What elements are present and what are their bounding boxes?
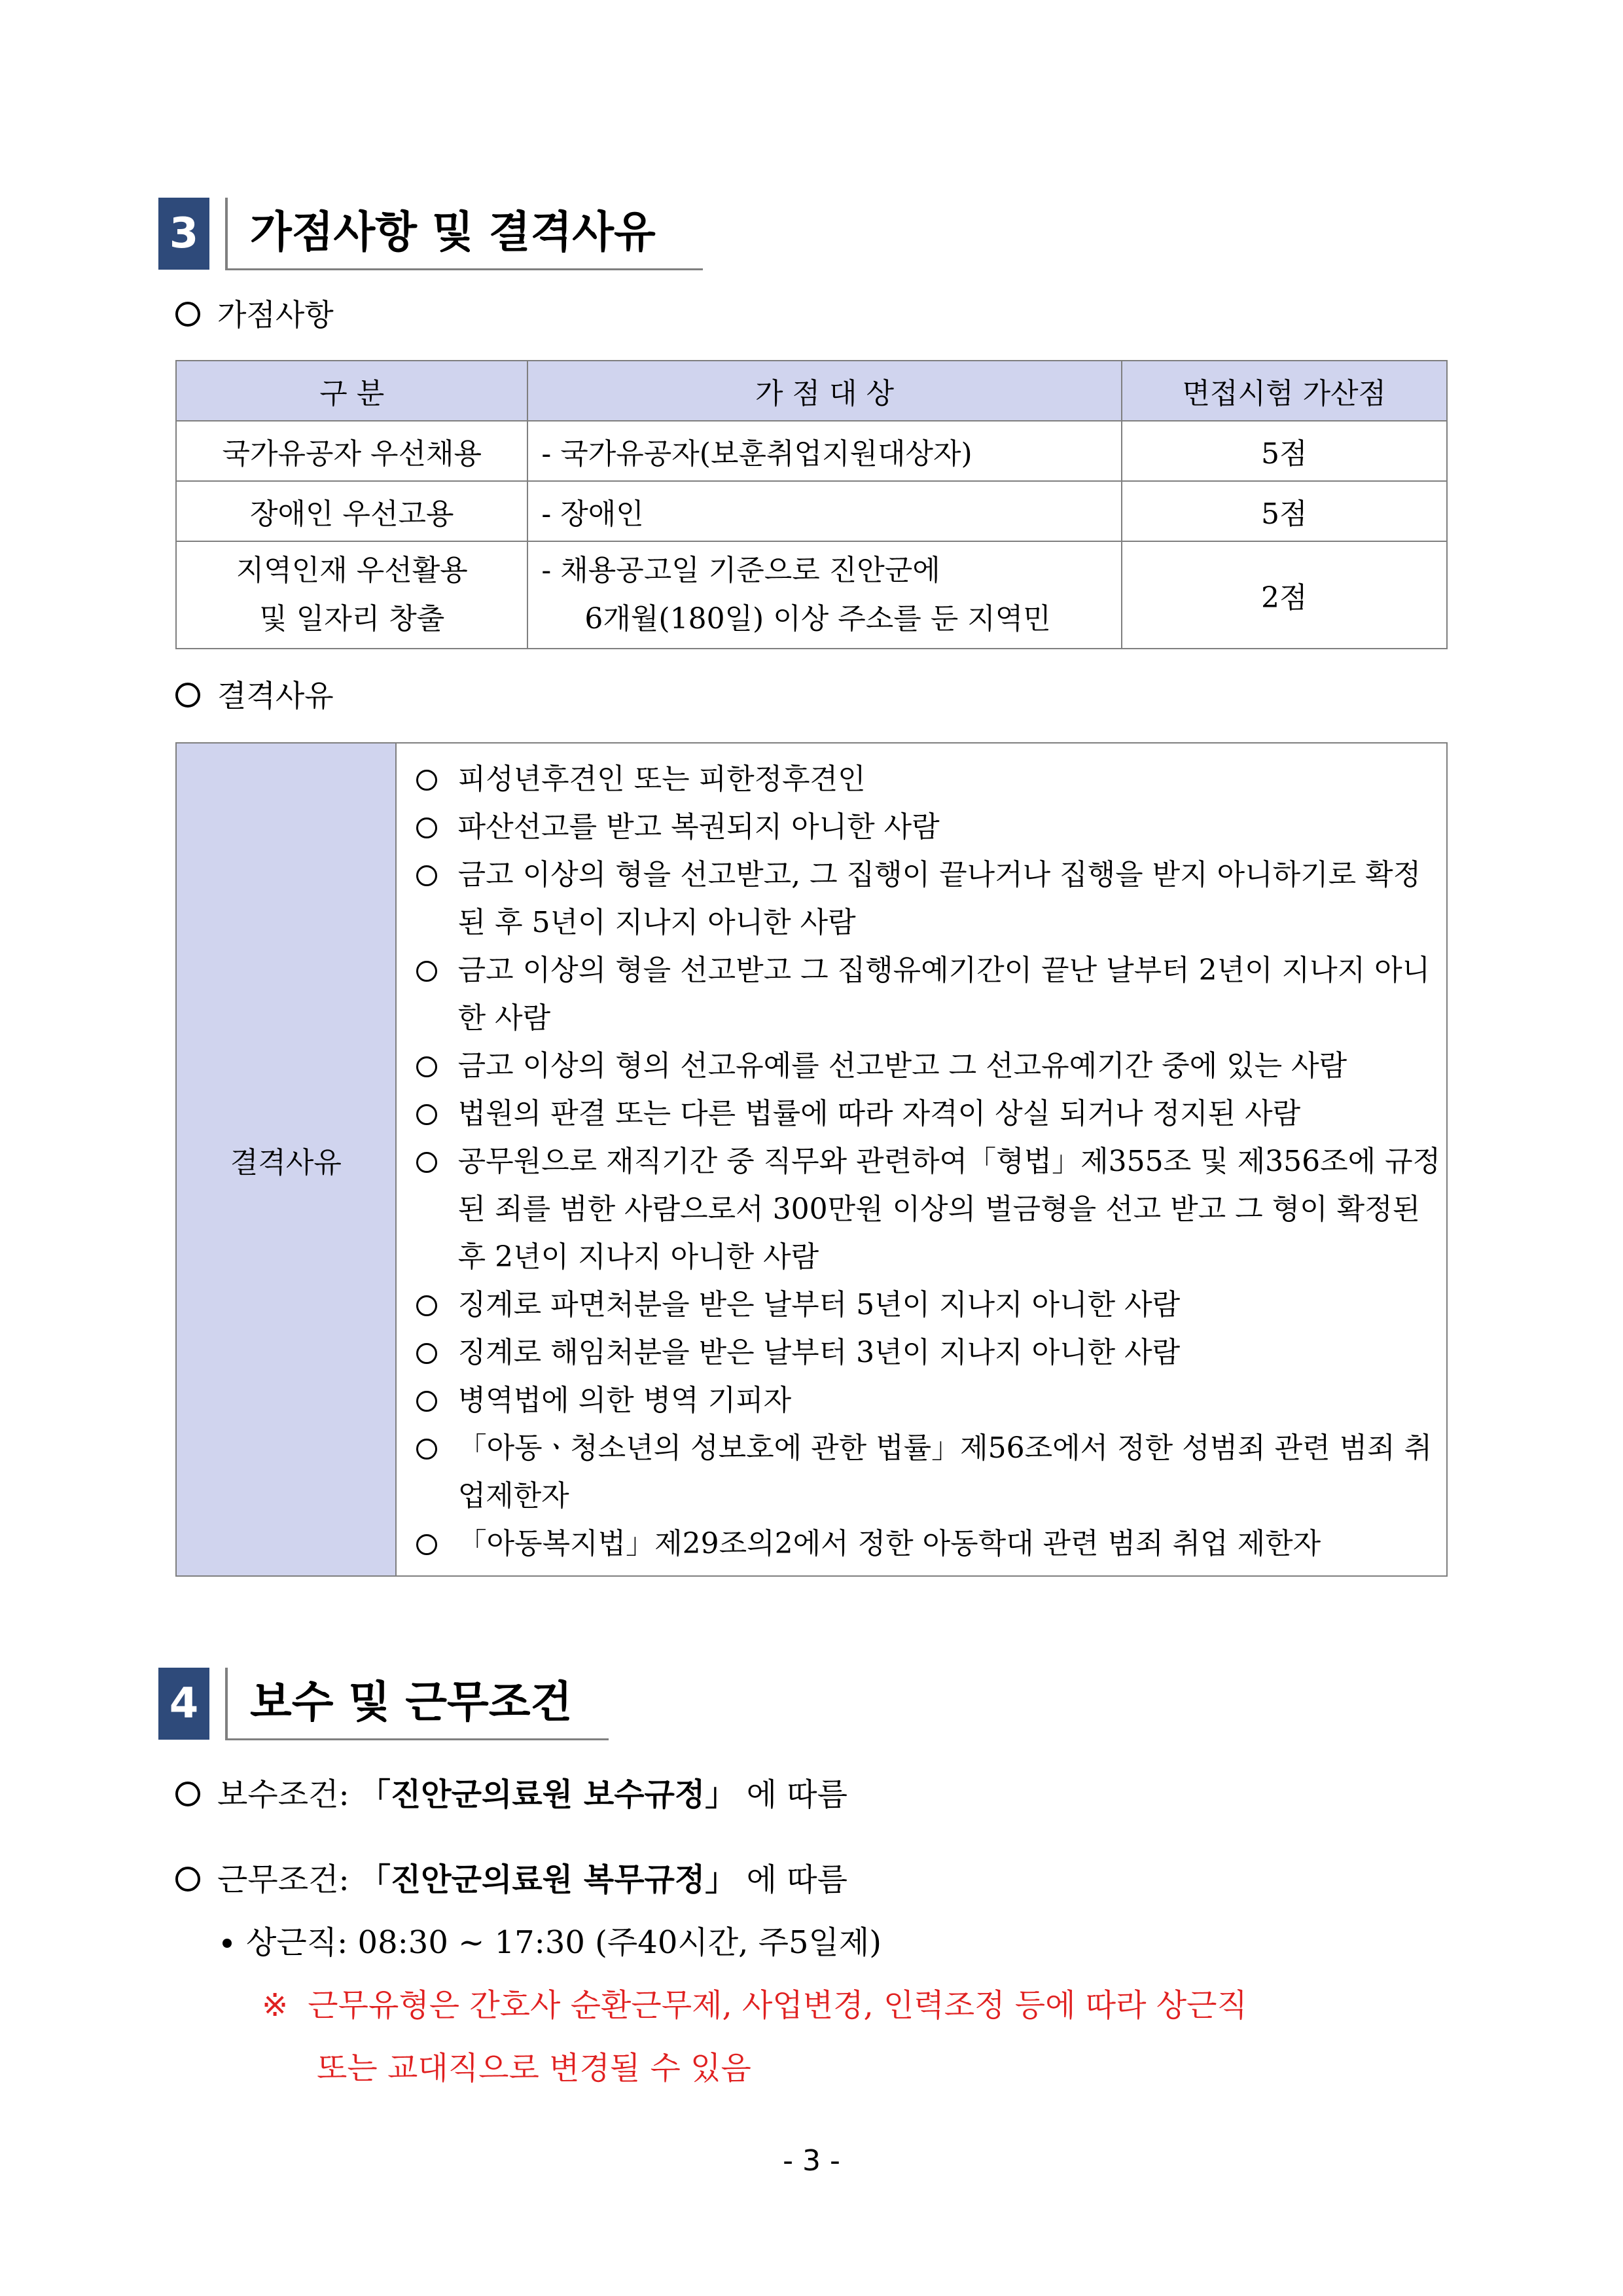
list-item-text: 피성년후견인 또는 피한정후견인 [457,762,866,796]
work-rule: 「진안군의료원 복무규정」 [359,1861,737,1898]
hollow-circle-bullet-icon [416,1534,437,1555]
hollow-circle-bullet-icon [416,1295,437,1316]
hollow-circle-bullet-icon [416,865,437,886]
list-item [416,1138,1446,1281]
work-condition-suffix: 에 따름 [736,1861,847,1898]
hollow-circle-bullet-icon [175,302,200,327]
row-points: 2점 [1122,541,1447,649]
header-category: 구 분 [176,361,527,421]
row-category [176,541,527,649]
pay-condition [175,1776,847,1813]
work-condition [175,1861,847,1898]
section-4-underline [225,1738,609,1740]
list-item-text: 병역법에 의한 병역 기피자 [457,1384,792,1417]
table-row [176,743,1447,1576]
bonus-table-header-row [176,361,1447,421]
list-item-text: 징계로 파면처분을 받은 날부터 5년이 지나지 아니한 사람 [457,1288,1181,1321]
list-item-text: 「아동복지법」제29조의2에서 정한 아동학대 관련 범죄 취업 제한자 [457,1527,1321,1560]
hollow-circle-bullet-icon [175,683,200,708]
work-type-note-line2: 또는 교대직으로 변경될 수 있음 [317,2050,751,2087]
section-3-number: 3 [158,198,209,270]
section-4-number: 4 [158,1668,209,1740]
row-category: 국가유공자 우선채용 [176,421,527,481]
row-target [527,541,1121,649]
list-item [416,755,1446,803]
bonus-table [175,360,1448,649]
header-points: 면접시험 가산점 [1122,361,1447,421]
list-item-text: 법원의 판결 또는 다른 법률에 따라 자격이 상실 되거나 정지된 사람 [457,1097,1301,1130]
list-item-text: 공무원으로 재직기간 중 직무와 관련하여「형법」제355조 및 제356조에 규정된 죄를 범한 사람으로서 300만원 이상의 벌금형을 선고 받고 그 형이 확정된 후 2년이 지나지 아니한 사람 [457,1145,1441,1274]
bonus-heading-text: 가점사항 [217,297,334,332]
hollow-circle-bullet-icon [416,1056,437,1077]
hollow-circle-bullet-icon [175,1867,200,1892]
disqual-label: 결격사유 [176,743,396,1576]
row-points: 5점 [1122,481,1447,541]
regular-hours [223,1924,882,1961]
list-item [416,1424,1446,1520]
row-target: - 장애인 [527,481,1121,541]
disqual-list [397,744,1446,1575]
section-4-divider [225,1668,228,1740]
work-type-note [262,1987,1247,2024]
hollow-circle-bullet-icon [416,1439,437,1460]
row-target-line: 6개월(180일) 이상 주소를 둔 지역민 [584,602,1051,636]
disqual-heading [175,678,334,713]
bonus-heading [175,297,334,332]
list-item [416,851,1446,946]
pay-rule: 「진안군의료원 보수규정」 [359,1776,737,1813]
row-category: 장애인 우선고용 [176,481,527,541]
list-item [416,946,1446,1042]
list-item-text: 금고 이상의 형을 선고받고 그 집행유예기간이 끝난 날부터 2년이 지나지 아니한 사람 [457,954,1431,1035]
section-4-title: 보수 및 근무조건 [250,1677,573,1727]
list-item-text: 「아동ㆍ청소년의 성보호에 관한 법률」제56조에서 정한 성범죄 관련 범죄 취업제한자 [457,1431,1433,1513]
hollow-circle-bullet-icon [416,961,437,982]
disqual-list-cell [396,743,1447,1576]
reference-mark-icon: ※ [262,1987,289,2024]
row-points: 5점 [1122,421,1447,481]
disqual-heading-text: 결격사유 [217,678,334,713]
list-item [416,1520,1446,1568]
disqual-table [175,742,1448,1577]
table-row [176,481,1447,541]
hollow-circle-bullet-icon [416,817,437,838]
pay-condition-label: 보수조건: [217,1776,359,1813]
row-target: - 국가유공자(보훈취업지원대상자) [527,421,1121,481]
hollow-circle-bullet-icon [416,770,437,791]
hollow-circle-bullet-icon [416,1104,437,1125]
list-item [416,1281,1446,1329]
list-item [416,803,1446,851]
dot-bullet-icon [223,1939,232,1948]
table-row [176,421,1447,481]
section-3-title: 가점사항 및 결격사유 [250,207,656,257]
hollow-circle-bullet-icon [416,1343,437,1364]
section-3-divider [225,198,228,270]
table-row [176,541,1447,649]
list-item [416,1090,1446,1138]
work-condition-label: 근무조건: [217,1861,359,1898]
hollow-circle-bullet-icon [416,1391,437,1412]
row-category-line: 지역인재 우선활용 [236,554,468,587]
list-item-text: 금고 이상의 형의 선고유예를 선고받고 그 선고유예기간 중에 있는 사람 [457,1049,1347,1083]
row-category-line: 및 일자리 창출 [259,602,445,636]
work-type-note-line1: 근무유형은 간호사 순환근무제, 사업변경, 인력조정 등에 따라 상근직 [308,1987,1247,2024]
section-3-underline [225,268,703,270]
pay-condition-suffix: 에 따름 [736,1776,847,1813]
hollow-circle-bullet-icon [175,1782,200,1806]
page-number: - 3 - [783,2144,840,2178]
list-item [416,1042,1446,1090]
regular-hours-text: 상근직: 08:30 ~ 17:30 (주40시간, 주5일제) [246,1924,882,1961]
list-item-text: 징계로 해임처분을 받은 날부터 3년이 지나지 아니한 사람 [457,1336,1181,1369]
list-item [416,1376,1446,1424]
header-target: 가 점 대 상 [527,361,1121,421]
list-item-text: 금고 이상의 형을 선고받고, 그 집행이 끝나거나 집행을 받지 아니하기로 확정된 후 5년이 지나지 아니한 사람 [457,858,1421,939]
hollow-circle-bullet-icon [416,1152,437,1173]
list-item-text: 파산선고를 받고 복권되지 아니한 사람 [457,810,940,844]
row-target-line: - 채용공고일 기준으로 진안군에 [541,554,940,587]
list-item [416,1329,1446,1376]
